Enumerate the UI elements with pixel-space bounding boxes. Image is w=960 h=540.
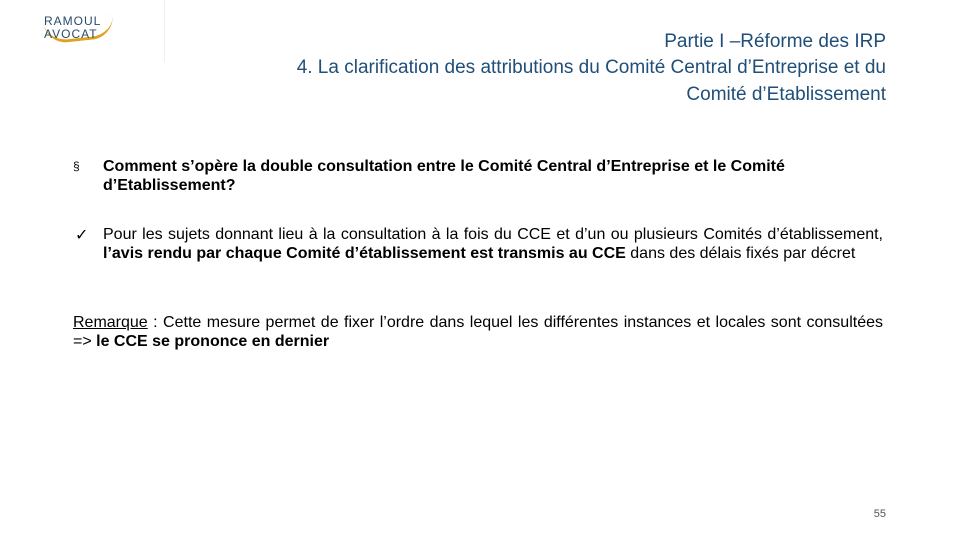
title-section-cont: Comité d’Etablissement [686, 84, 886, 105]
answer-text-part1: Pour les sujets donnant lieu à la consultation à la fois du CCE et d’un ou plusieurs Comités d’établissement, [103, 226, 883, 243]
logo-line1: RAMOUL [44, 14, 102, 28]
answer-bullet [73, 225, 883, 263]
page-number: 55 [873, 508, 886, 520]
logo-line2: AVOCAT [44, 27, 98, 41]
question-bullet [73, 157, 883, 195]
answer-text-bold: l’avis rendu par chaque Comité d’établissement est transmis au CCE [103, 245, 626, 262]
remark-conclusion: le CCE se prononce en dernier [96, 333, 330, 350]
answer-text [103, 225, 883, 263]
slide-title [46, 30, 886, 108]
title-section: 4. La clarification des attributions du Comité Central d’Entreprise et du [296, 57, 886, 78]
answer-text-part2: dans des délais fixés par décret [625, 245, 856, 262]
question-text: Comment s’opère la double consultation entre le Comité Central d’Entreprise et le Comité d’Etablissement? [103, 158, 785, 194]
title-part: Partie I –Réforme des IRP [664, 31, 886, 52]
remark-paragraph [73, 313, 883, 351]
section-bullet-icon: § [73, 159, 80, 173]
checkmark-icon: ✓ [75, 227, 89, 244]
remark-label: Remarque [73, 314, 148, 331]
remark-text: : Cette mesure permet de fixer l’ordre dans lequel les différentes instances et locales sont consultées => [73, 314, 883, 350]
